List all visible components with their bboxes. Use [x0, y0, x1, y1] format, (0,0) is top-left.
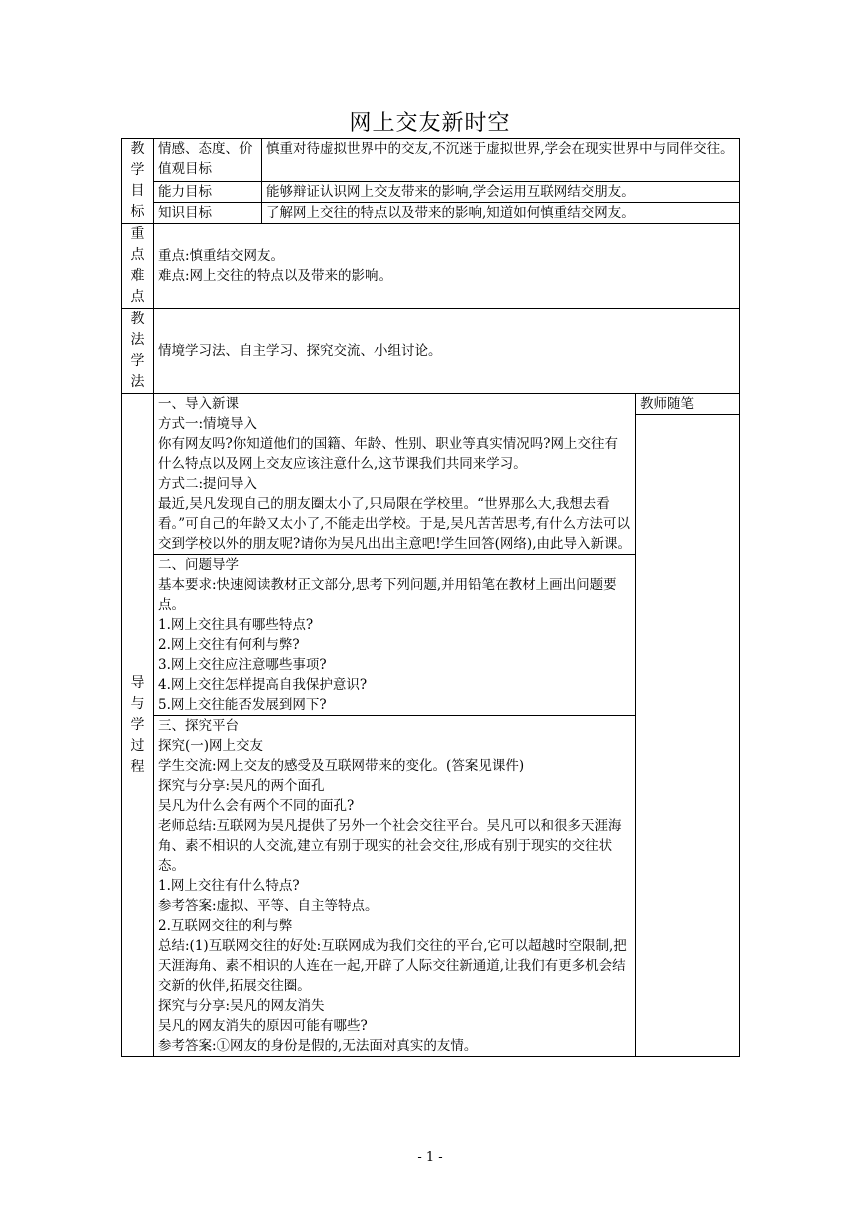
objective-row: [122, 202, 740, 223]
section-heading: 二、问题导学: [158, 557, 239, 573]
methods-label: 教 法 学 法: [122, 309, 154, 394]
key-points-row: [122, 224, 740, 309]
explore-section: 三、探究平台 探究(一)网上交友 学生交流:网上交友的感受及互联网带来的变化。(答案见课件) 探究与分享:吴凡的两个面孔 吴凡为什么会有两个不同的面孔? 老师总结:互联网为吴凡提供了另外一个社会交往平台。吴凡可以和很多天涯海角、素不相识的人交流,建立有别于现实的社会交往,形成有别于现实的交往状态。 1.网上交往有什么特点? 参考答案:虚拟、平等、自主等特点。 2.互联网交往的利与弊 总结:(1)互联网交往的好处:互联网成为我们交往的平台,它可以超越时空限制,把天涯海角、素不相识的人连在一起,开辟了人际交往新通道,让我们有更多机会结交新的伙伴,拓展交往圈。 探究与分享:吴凡的网友消失 吴凡的网友消失的原因可能有哪些? 参考答案:①网友的身份是假的,无法面对真实的友情。: [154, 716, 636, 1057]
process-label: 导 与 学 过 程: [122, 394, 154, 1057]
page-number: - 1 -: [417, 1150, 443, 1165]
objective-name: 知识目标: [154, 202, 262, 223]
lesson-plan-table: [121, 138, 740, 1057]
teacher-notes-header: 教师随笔: [636, 394, 740, 415]
page-title: 网上交友新时空: [349, 111, 511, 136]
section-heading: 三、探究平台: [158, 718, 239, 734]
process-row-intro: [122, 394, 740, 415]
teacher-notes-area: [636, 415, 740, 1057]
methods-row: [122, 309, 740, 394]
objective-content: 了解网上交往的特点以及带来的影响,知道如何慎重结交网友。: [262, 202, 740, 223]
objective-name: 情感、态度、价值观目标: [154, 139, 262, 182]
objective-row: [122, 181, 740, 202]
questions-section: 二、问题导学 基本要求:快速阅读教材正文部分,思考下列问题,并用铅笔在教材上画出问题要点。 1.网上交往具有哪些特点? 2.网上交往有何利与弊? 3.网上交往应注意哪些事项? 4.网上交往怎样提高自我保护意识? 5.网上交往能否发展到网下?: [154, 555, 636, 716]
section-heading: 一、导入新课: [158, 396, 239, 412]
methods-content: 情境学习法、自主学习、探究交流、小组讨论。: [154, 309, 740, 394]
intro-section: 一、导入新课 方式一:情境导入 你有网友吗?你知道他们的国籍、年龄、性别、职业等真实情况吗?网上交往有什么特点以及网上交友应该注意什么,这节课我们共同来学习。 方式二:提问导入 最近,吴凡发现自己的朋友圈太小了,只局限在学校里。“世界那么大,我想去看看。”可自己的年龄又太小了,不能走出学校。于是,吴凡苦苦思考,有什么方法可以交到学校以外的朋友呢?请你为吴凡出出主意吧!学生回答(网络),由此导入新课。: [154, 394, 636, 555]
objective-content: 能够辩证认识网上交友带来的影响,学会运用互联网结交朋友。: [262, 181, 740, 202]
objectives-label: 教 学 目 标: [122, 139, 154, 224]
key-points-label: 重 点 难 点: [122, 224, 154, 309]
objective-row: [122, 139, 740, 182]
objective-content: 慎重对待虚拟世界中的交友,不沉迷于虚拟世界,学会在现实世界中与同伴交往。: [262, 139, 740, 182]
objective-name: 能力目标: [154, 181, 262, 202]
key-points-content: [154, 224, 740, 309]
key-point-line: 重点:慎重结交网友。: [158, 248, 285, 264]
difficulty-line: 难点:网上交往的特点以及带来的影响。: [158, 268, 393, 284]
